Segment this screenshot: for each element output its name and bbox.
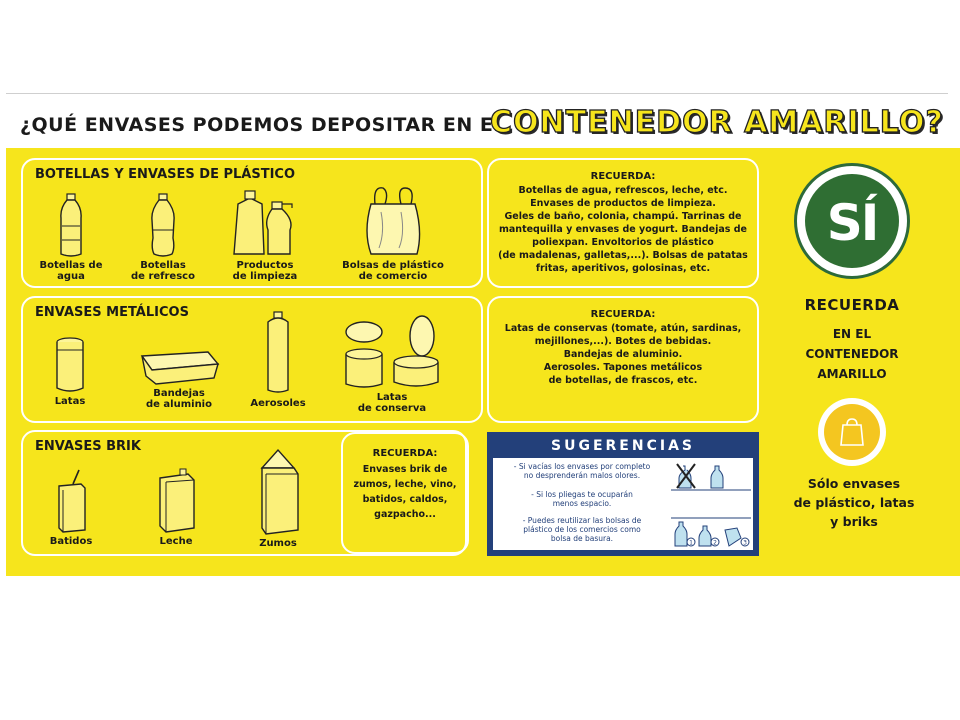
side-note: Sólo envases de plástico, latas y briks <box>793 476 915 529</box>
title-question: ¿QUÉ ENVASES PODEMOS DEPOSITAR EN EL <box>20 114 506 136</box>
recuerda-heading: RECUERDA: <box>372 448 438 459</box>
bottle-step-icon <box>699 526 711 546</box>
step-number: 2 <box>713 539 717 547</box>
tip-fold-containers: - Si los pliegas te ocuparán menos espacio. <box>531 490 633 508</box>
tip-reuse-bags: - Puedes reutilizar las bolsas de plástico de los comercios como bolsa de basura. <box>522 516 642 543</box>
step-number: 1 <box>689 539 693 547</box>
item-label: Latas de conserva <box>357 392 427 414</box>
metal-section <box>21 296 483 423</box>
can-item <box>41 336 99 407</box>
recuerda-heading: RECUERDA: <box>590 171 656 182</box>
item-label: Zumos <box>259 538 297 549</box>
plastic-recuerda-box <box>487 158 759 288</box>
container-badge <box>818 398 886 466</box>
cleaning-bottles-icon <box>228 188 302 258</box>
cleaning-products-item <box>217 188 313 282</box>
recuerda-body: Envases brik de zumos, leche, vino, batidos, caldos, gazpacho... <box>353 464 457 520</box>
item-label: Latas <box>54 396 86 407</box>
soda-bottle-icon <box>148 192 178 258</box>
plastic-recuerda-text <box>493 170 753 275</box>
food-can-item <box>333 314 451 414</box>
empty-bottle-icon <box>711 466 723 488</box>
plastic-section <box>21 158 483 288</box>
water-bottle-item <box>31 192 111 282</box>
container-badge-inner <box>824 404 880 460</box>
item-label: Bandejas de aluminio <box>146 388 212 410</box>
plastic-bag-item <box>335 182 451 282</box>
item-label: Bolsas de plástico de comercio <box>342 260 444 282</box>
milk-brik-item <box>143 466 209 547</box>
bottle-tips-illustration <box>671 460 751 550</box>
item-label: Botellas de agua <box>39 260 103 282</box>
title-banner <box>6 93 948 148</box>
info-panel <box>6 148 960 576</box>
sugerencias-title: SUGERENCIAS <box>551 438 695 454</box>
recuerda-heading: RECUERDA: <box>590 309 656 320</box>
soda-bottle-item <box>127 192 199 282</box>
sugerencias-content <box>493 458 753 550</box>
sugerencias-panel <box>487 432 759 556</box>
bottle-step-icon <box>675 522 687 546</box>
plastic-title: BOTELLAS Y ENVASES DE PLÁSTICO <box>35 167 296 182</box>
bag-icon <box>839 417 865 447</box>
item-label: Batidos <box>49 536 93 547</box>
item-label: Leche <box>159 536 193 547</box>
metal-recuerda-text <box>493 308 753 387</box>
step-number: 3 <box>743 539 747 547</box>
recuerda-body: Latas de conservas (tomate, atún, sardinas, mejillones,...). Botes de bebidas. Bandejas de aluminio. Aerosoles. Tapones metálicos de botellas, de frascos, etc. <box>504 323 742 386</box>
side-contenedor-amarillo: EN EL CONTENEDOR AMARILLO <box>805 327 899 381</box>
milkshake-brik-item <box>41 468 101 547</box>
aerosol-item <box>245 310 311 409</box>
brik-recuerda-box <box>341 432 469 554</box>
food-can-icon <box>342 314 442 390</box>
recuerda-body: Botellas de agua, refrescos, leche, etc. Envases de productos de limpieza. Geles de baño, colonia, champú. Tarrinas de mantequilla y envases de yogurt. Bandejas de poliexpan. Envoltorios de plástico (de madalenas, galletas,...). Bolsas de patatas fritas, aperitivos, golosinas, etc. <box>498 185 748 274</box>
tip-empty-containers: - Si vacías los envases por completo no desprenderán malos olores. <box>513 462 651 480</box>
si-badge <box>794 163 910 279</box>
si-badge-inner <box>805 174 899 268</box>
metal-title: ENVASES METÁLICOS <box>35 305 189 320</box>
brik-recuerda-text <box>345 446 465 522</box>
aluminium-tray-item <box>129 346 229 410</box>
juice-box-icon <box>53 468 89 534</box>
item-label: Botellas de refresco <box>131 260 195 282</box>
item-label: Aerosoles <box>250 398 306 409</box>
juice-brik-item <box>245 446 311 549</box>
brik-title: ENVASES BRIK <box>35 439 141 454</box>
plastic-bag-icon <box>361 182 425 258</box>
aluminium-tray-icon <box>138 346 220 386</box>
aerosol-icon <box>263 310 293 396</box>
si-text: SÍ <box>826 194 878 252</box>
title-highlight: CONTENEDOR AMARILLO? <box>490 105 944 140</box>
juice-carton-icon <box>254 446 302 536</box>
side-recuerda: RECUERDA <box>804 296 900 314</box>
item-label: Productos de limpieza <box>232 260 298 282</box>
milk-carton-icon <box>154 466 198 534</box>
bottle-step-icon <box>725 528 741 546</box>
metal-recuerda-box <box>487 296 759 423</box>
brik-section <box>21 430 467 556</box>
water-bottle-icon <box>56 192 86 258</box>
can-icon <box>54 336 86 394</box>
